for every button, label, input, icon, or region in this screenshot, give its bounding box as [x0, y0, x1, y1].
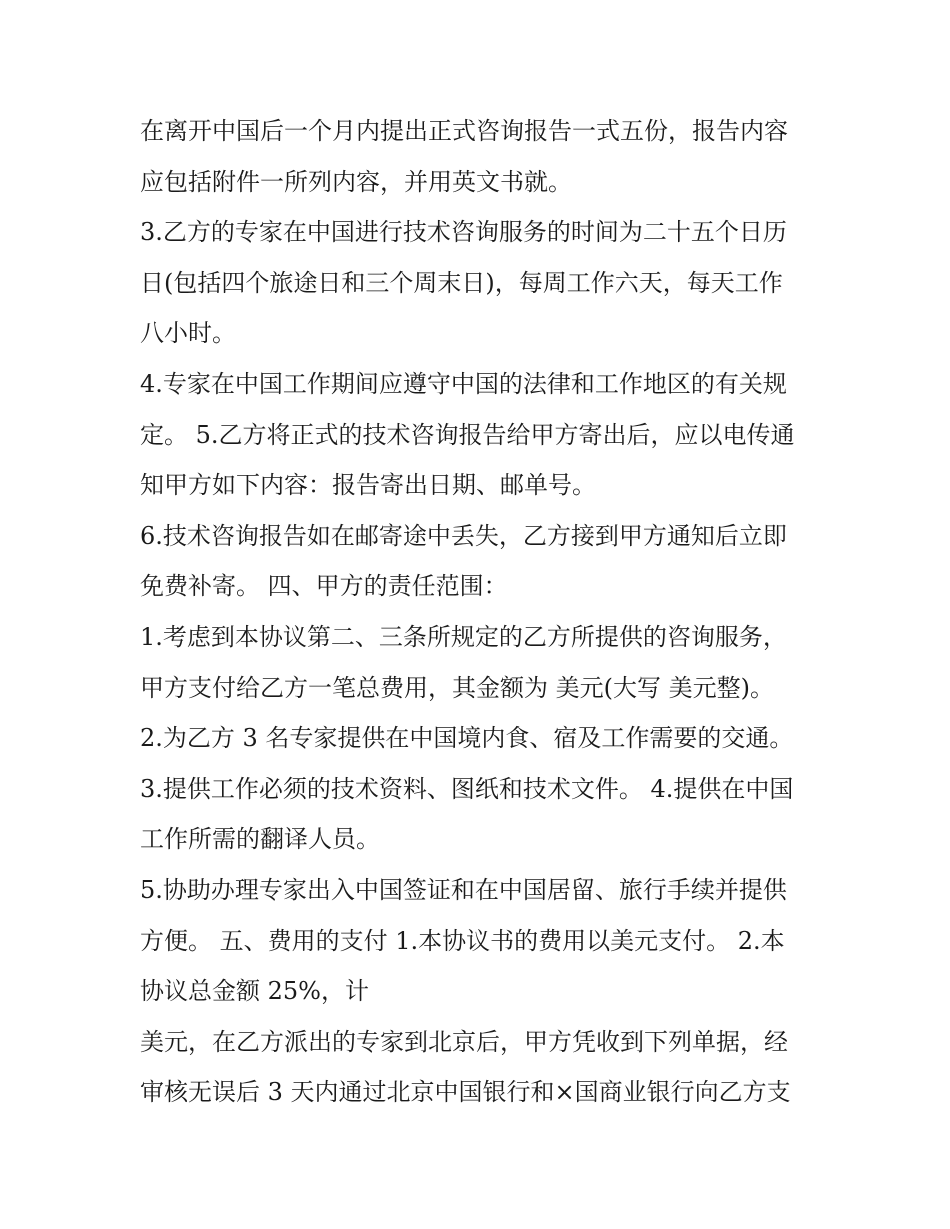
text-line: 八小时。: [140, 319, 236, 348]
text-line: 知甲方如下内容：报告寄出日期、邮单号。: [140, 471, 596, 500]
text-line: 免费补寄。 四、甲方的责任范围：: [140, 572, 508, 601]
text-line: 定。 5.乙方将正式的技术咨询报告给甲方寄出后，应以电传通: [140, 420, 795, 449]
document-body: [140, 106, 820, 1118]
text-line: 3.提供工作必须的技术资料、图纸和技术文件。 4.提供在中国: [140, 774, 794, 803]
text-line: 5.协助办理专家出入中国签证和在中国居留、旅行手续并提供: [140, 875, 787, 904]
text-line: 1.考虑到本协议第二、三条所规定的乙方所提供的咨询服务，: [140, 622, 787, 651]
text-line: 审核无误后 3 天内通过北京中国银行和×国商业银行向乙方支: [140, 1078, 791, 1107]
text-line: 在离开中国后一个月内提出正式咨询报告一式五份，报告内容: [140, 117, 788, 145]
text-line: 协议总金额 25%，计: [140, 977, 369, 1006]
text-line: 甲方支付给乙方一笔总费用，其金额为 美元(大写 美元整)。: [140, 673, 774, 702]
text-line: 3.乙方的专家在中国进行技术咨询服务的时间为二十五个日历: [140, 218, 787, 247]
text-line: 应包括附件一所列内容，并用英文书就。: [140, 167, 572, 196]
text-line: 方便。 五、费用的支付 1.本协议书的费用以美元支付。 2.本: [140, 926, 785, 955]
text-line: 工作所需的翻译人员。: [140, 825, 380, 854]
text-line: 6.技术咨询报告如在邮寄途中丢失，乙方接到甲方通知后立即: [140, 521, 787, 550]
text-line: 日(包括四个旅途日和三个周末日)，每周工作六天，每天工作: [140, 268, 783, 297]
text-line: 2.为乙方 3 名专家提供在中国境内食、宿及工作需要的交通。: [140, 724, 794, 753]
text-line: 美元，在乙方派出的专家到北京后，甲方凭收到下列单据，经: [140, 1027, 788, 1056]
text-line: 4.专家在中国工作期间应遵守中国的法律和工作地区的有关规: [140, 369, 787, 398]
